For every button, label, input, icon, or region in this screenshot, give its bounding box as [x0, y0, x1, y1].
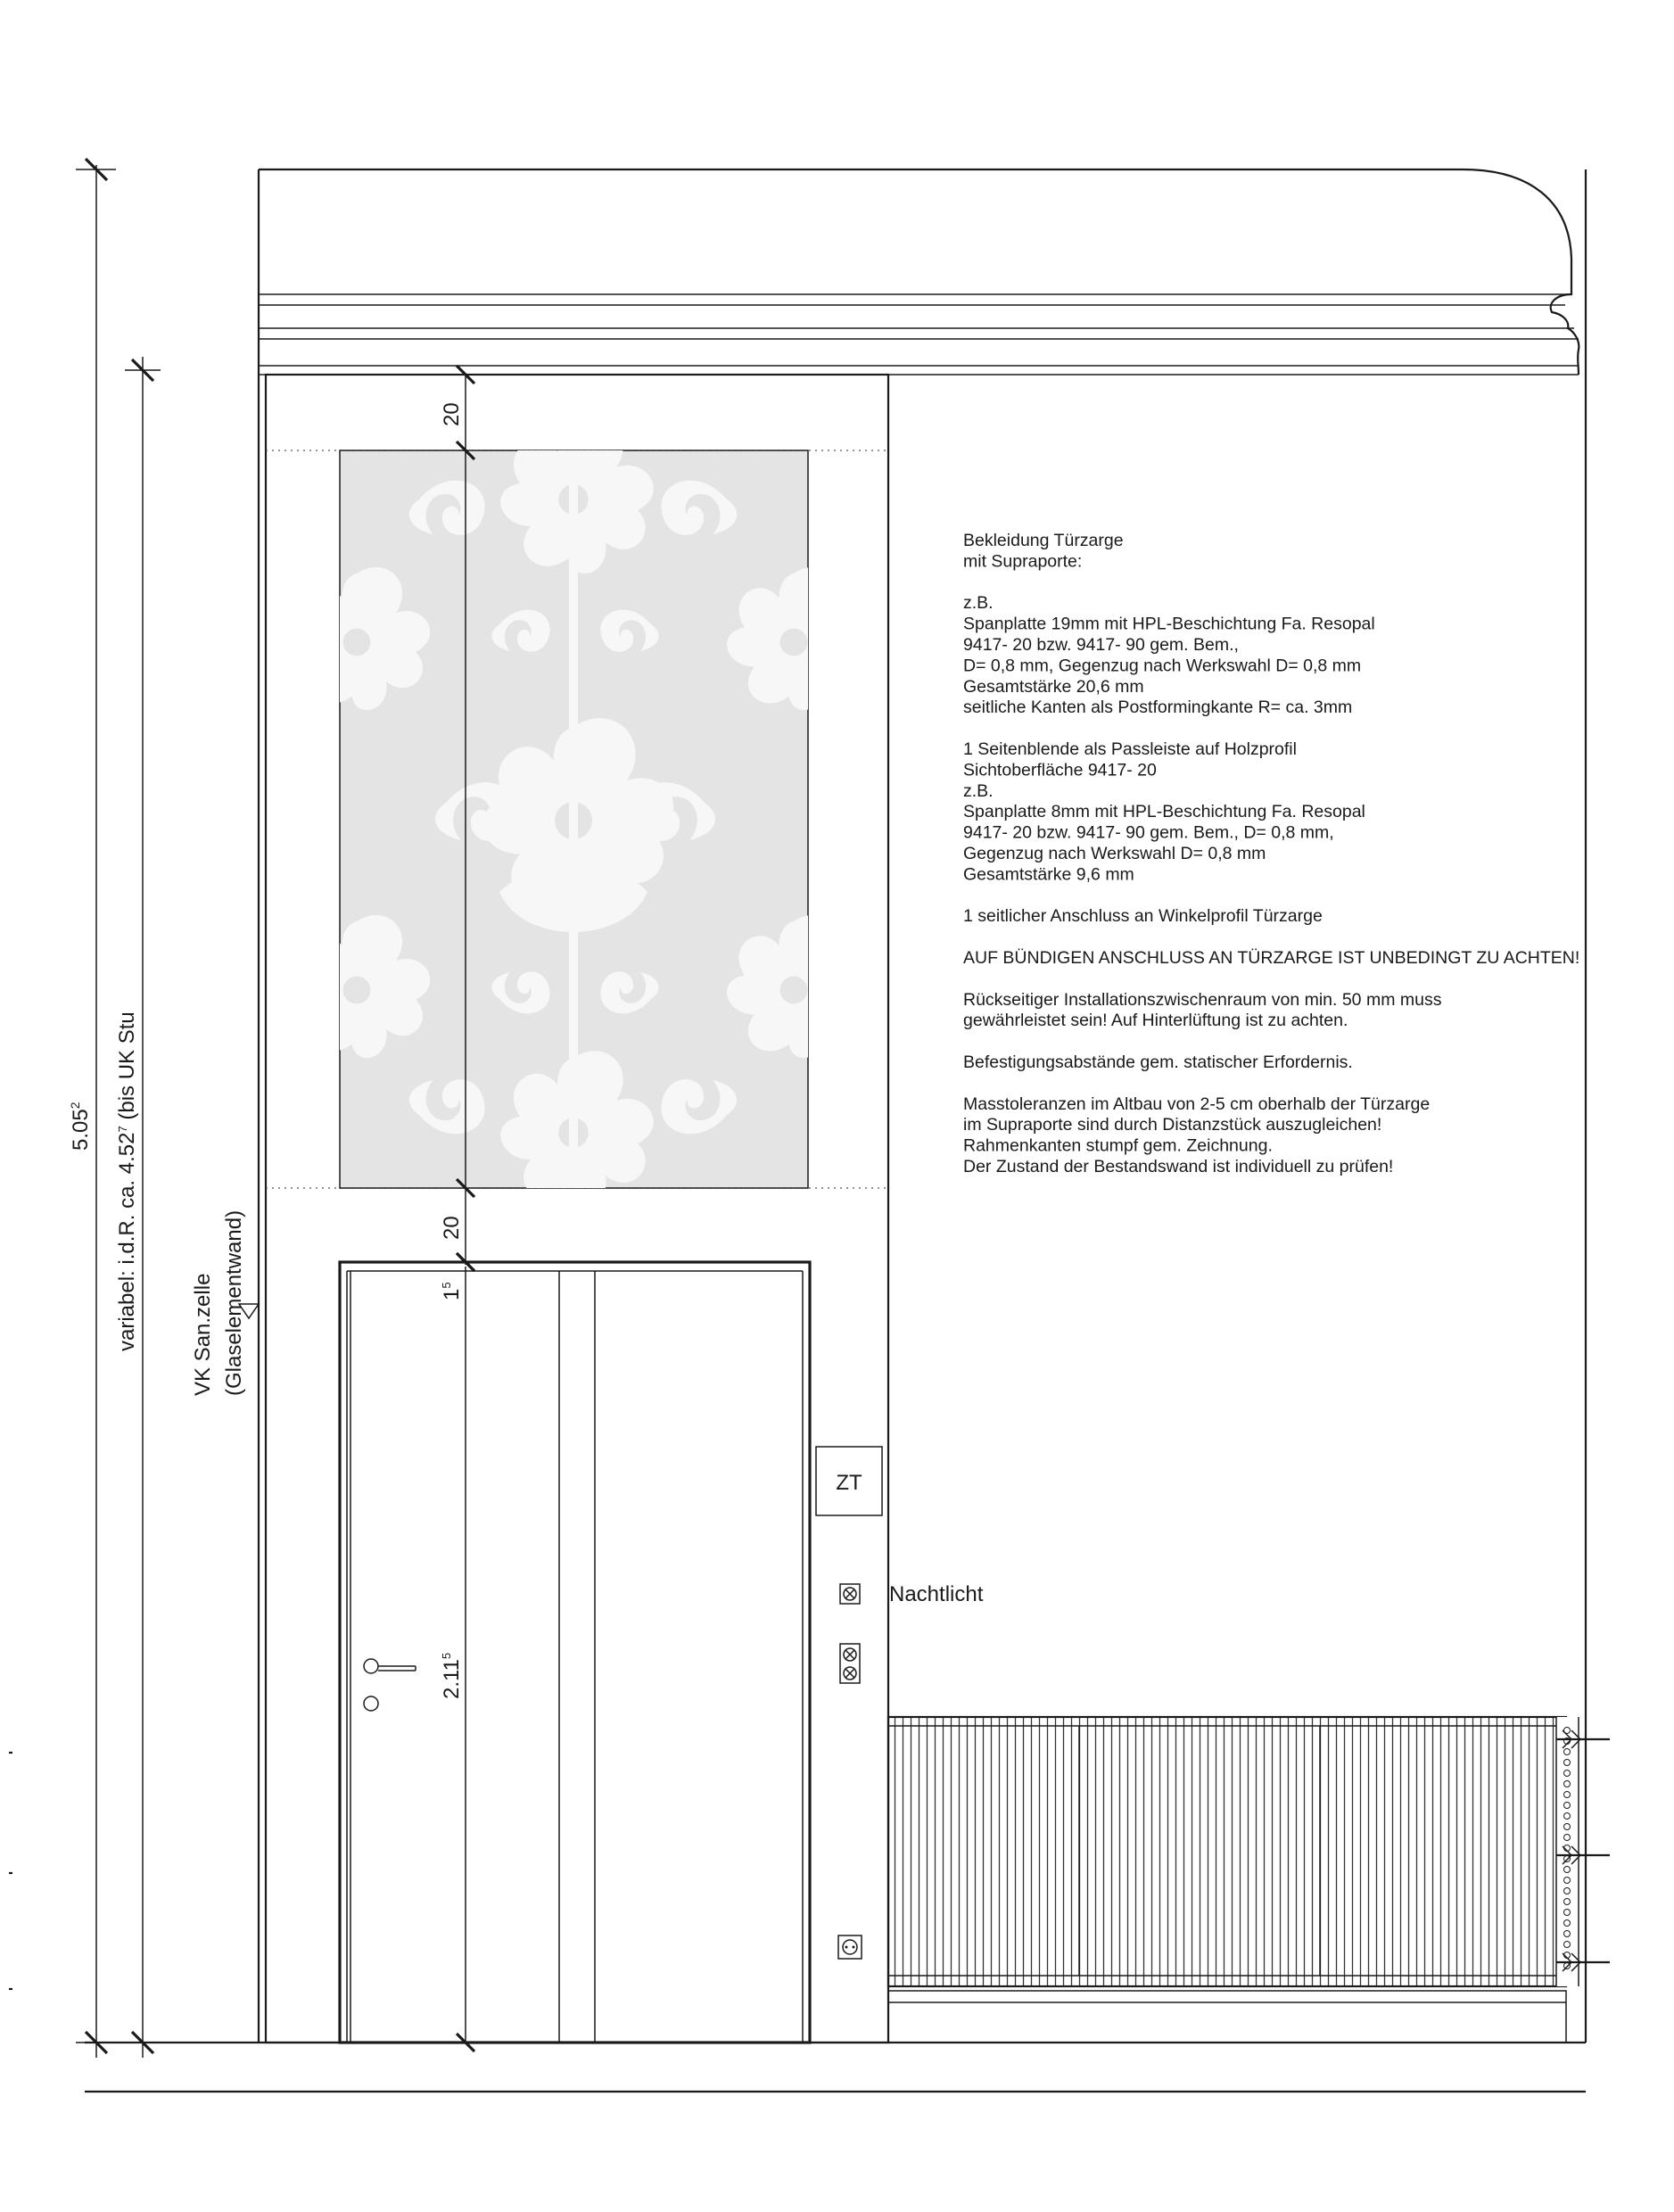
- note-line: z.B.: [963, 593, 994, 614]
- door-handle-icon[interactable]: [364, 1659, 416, 1673]
- note-line: Bekleidung Türzarge: [963, 531, 1124, 550]
- zt-box-label: ZT: [836, 1471, 862, 1495]
- note-line: Gegenzug nach Werkswahl D= 0,8 mm: [963, 844, 1266, 863]
- note-line: Befestigungsabstände gem. statischer Erfordernis.: [963, 1052, 1353, 1072]
- note-line: Spanplatte 19mm mit HPL-Beschichtung Fa. Resopal: [963, 614, 1375, 634]
- note-line: gewährleistet sein! Auf Hinterlüftung ist zu achten.: [963, 1011, 1348, 1031]
- supraporte-ornament-panel: [290, 417, 867, 1207]
- nightlight-icon[interactable]: [840, 1584, 860, 1604]
- nightlight-label: Nachtlicht: [889, 1582, 984, 1606]
- note-line: 1 Seitenblende als Passleiste auf Holzprofil: [963, 739, 1297, 759]
- keyhole-icon: [364, 1696, 378, 1711]
- dimension-total-height: [68, 159, 116, 2058]
- socket-icon[interactable]: [838, 1936, 862, 1959]
- note-line: Der Zustand der Bestandswand ist individuell zu prüfen!: [963, 1157, 1394, 1176]
- note-line: seitliche Kanten als Postformingkante R= ca. 3mm: [963, 697, 1353, 718]
- zt-box: [816, 1447, 882, 1515]
- double-switch-icon[interactable]: [840, 1644, 860, 1683]
- gap-bottom-label: 20: [440, 1216, 464, 1240]
- dimension-door-height: [440, 1253, 474, 2051]
- dimension-variable-height-label: variabel: i.d.R. ca. 4.52$^7$ (bis UK Stu: [115, 1011, 139, 1351]
- gap-top-label: 20: [440, 402, 464, 426]
- ribbed-wall-panel: [888, 1717, 1579, 2043]
- section-label-line2: (Glaselementwand): [222, 1209, 246, 1396]
- note-line: Gesamtstärke 20,6 mm: [963, 676, 1144, 697]
- door: [340, 1262, 810, 2043]
- note-line: Masstoleranzen im Altbau von 2-5 cm oberhalb der Türzarge: [963, 1094, 1431, 1114]
- note-line: Sichtoberfläche 9417- 20: [963, 760, 1157, 780]
- note-line: AUF BÜNDIGEN ANSCHLUSS AN TÜRZARGE IST UNBEDINGT ZU ACHTEN!: [963, 948, 1580, 968]
- note-line: D= 0,8 mm, Gegenzug nach Werkswahl D= 0,8 mm: [963, 656, 1362, 676]
- section-label-line1: VK San.zelle: [191, 1273, 215, 1396]
- wall-anchor-icon: [1556, 1953, 1610, 1971]
- note-line: z.B.: [963, 780, 994, 801]
- note-line: Rahmenkanten stumpf gem. Zeichnung.: [963, 1135, 1273, 1156]
- specification-notes: [963, 531, 1579, 1176]
- note-line: 9417- 20 bzw. 9417- 90 gem. Bem.,: [963, 635, 1239, 655]
- door-offset-label: $1^5$: [440, 1282, 464, 1300]
- section-label: [191, 1210, 259, 1396]
- note-line: Rückseitiger Installationszwischenraum von min. 50 mm muss: [963, 989, 1442, 1010]
- wall-anchor-icon: [1556, 1730, 1610, 1748]
- wall-anchor-icon: [1556, 1846, 1610, 1864]
- note-line: mit Supraporte:: [963, 551, 1083, 572]
- note-line: Gesamtstärke 9,6 mm: [963, 864, 1134, 885]
- door-height-label: 2.11$^5$: [440, 1652, 464, 1699]
- note-line: im Supraporte sind durch Distanzstück auszugleichen!: [963, 1115, 1382, 1135]
- margin-marks: [9, 1753, 12, 1989]
- dimension-variable-height: [115, 357, 161, 2058]
- dimension-total-height-label: 5.05$^2$: [68, 1102, 93, 1151]
- note-line: 9417- 20 bzw. 9417- 90 gem. Bem., D= 0,8 mm,: [963, 822, 1334, 843]
- note-line: 1 seitlicher Anschluss an Winkelprofil Türzarge: [963, 906, 1323, 927]
- note-line: Spanplatte 8mm mit HPL-Beschichtung Fa. Resopal: [963, 802, 1365, 822]
